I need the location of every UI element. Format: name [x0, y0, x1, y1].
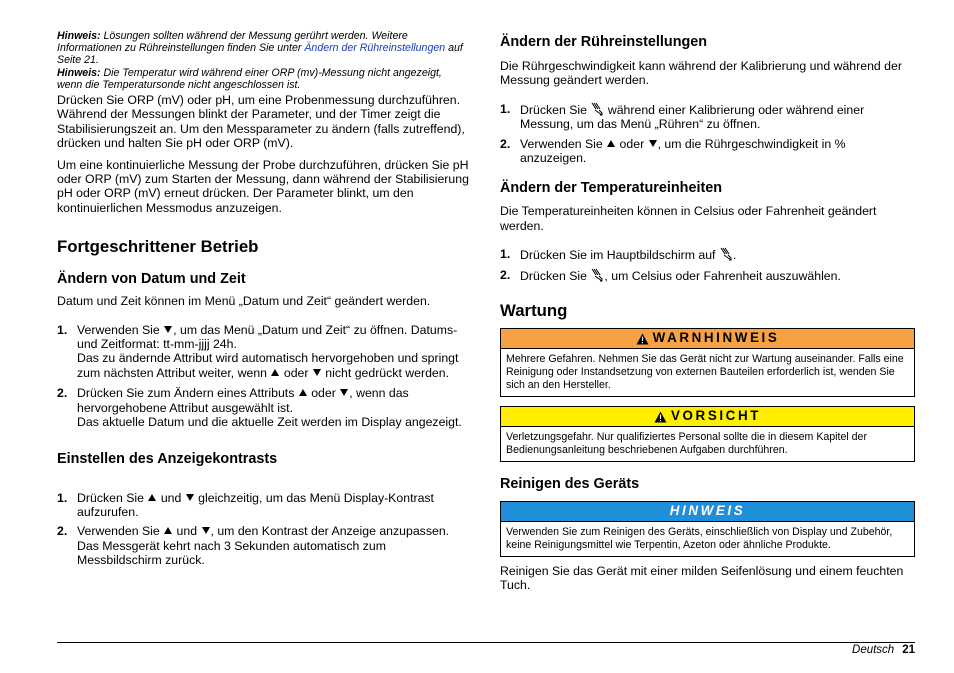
step-text: oder [616, 136, 648, 151]
stir-icon [719, 247, 733, 261]
warning-title: WARNHINWEIS [652, 330, 780, 346]
notice-header [501, 502, 914, 522]
paragraph-stir-intro: Die Rührgeschwindigkeit kann während der Kalibrierung und während der Messung geändert werden. [500, 59, 902, 88]
temp-steps [500, 247, 915, 283]
down-arrow-icon [164, 326, 172, 333]
warning-triangle-icon [636, 333, 649, 345]
paragraph-continuous: Um eine kontinuierliche Messung der Probe durchzuführen, drücken Sie pH oder ORP (mV) zum Starten der Messung, dann während der Stabilisierung pH oder ORP (mV) erneut drücken. Der Parameter blinkt, um den kontinuierlichen Messmodus anzuzeigen. [57, 157, 469, 215]
date-steps [57, 323, 469, 430]
step-text: nicht gedrückt werden. [321, 365, 450, 380]
step-text: und [157, 490, 185, 505]
note-text: auf Seite 21. [57, 42, 463, 67]
footer [852, 643, 915, 657]
down-arrow-icon [186, 494, 194, 501]
step-text: Drücken Sie zum Ändern eines Attributs [77, 386, 298, 401]
page-number: 21 [902, 644, 915, 656]
down-arrow-icon [340, 389, 348, 396]
step-number: 1. [57, 490, 68, 505]
step-text: Drücken Sie [520, 268, 591, 283]
paragraph-measurement: Drücken Sie ORP (mV) oder pH, um eine Probenmessung durchzuführen. Während der Messungen blinkt der Parameter, und der Timer zeigt die Stabilisierungszeit an. Um den Messparameter zu ändern (falls zutreffend), drücken und halten Sie pH oder ORP (mV). [57, 93, 465, 151]
step-text: Das zu ändernde Attribut wird automatisch hervorgehoben und springt zum nächsten Attribut weiter, wenn [77, 351, 459, 380]
step-text: Drücken Sie [520, 102, 591, 117]
caution-title: VORSICHT [671, 408, 761, 424]
step-number: 2. [57, 386, 68, 401]
list-item [57, 323, 469, 381]
stir-steps [500, 102, 915, 166]
left-column [57, 30, 469, 568]
step-text: Das aktuelle Datum und die aktuelle Zeit werden im Display angezeigt. [77, 415, 462, 430]
step-text: Drücken Sie [77, 490, 148, 505]
heading-date-time: Ändern von Datum und Zeit [57, 271, 246, 288]
step-text: , um die Rührgeschwindigkeit in % anzuzeigen. [520, 136, 846, 166]
paragraph-date-intro: Datum und Zeit können im Menü „Datum und Zeit“ geändert werden. [57, 294, 431, 309]
notice-title: HINWEIS [669, 503, 746, 519]
step-number: 2. [500, 267, 511, 282]
up-arrow-icon [607, 140, 615, 147]
note-label: Hinweis: [57, 66, 101, 79]
list-item [57, 524, 469, 567]
caution-text: Verletzungsgefahr. Nur qualifiziertes Personal sollte die in diesem Kapitel der Bedienungsanleitung beschriebenen Aufgaben durchführen. [506, 431, 867, 457]
warning-box [500, 328, 915, 397]
step-number: 1. [500, 247, 511, 262]
notice-text: Verwenden Sie zum Reinigen des Geräts, einschließlich von Display und Zubehör, keine Reinigungsmittel wie Terpentin, Azeton oder ähnliche Produkte. [506, 526, 893, 552]
step-number: 1. [57, 322, 68, 337]
up-arrow-icon [271, 369, 279, 376]
step-number: 2. [500, 136, 511, 151]
step-text: . [732, 248, 737, 263]
note-text: Lösungen sollten während der Messung gerührt werden. Weitere Informationen zu Rühreinstellungen finden Sie unter [57, 30, 408, 55]
list-item [500, 137, 915, 166]
paragraph-temp-intro: Die Temperatureinheiten können in Celsius oder Fahrenheit geändert werden. [500, 204, 877, 233]
warning-triangle-icon [654, 411, 667, 423]
list-item [500, 247, 915, 262]
list-item [57, 491, 469, 520]
notice-box [500, 501, 915, 557]
heading-advanced-operation: Fortgeschrittener Betrieb [57, 237, 259, 257]
step-text: , um das Menü „Datum und Zeit“ zu öffnen. Datums- und Zeitformat: tt-mm-jjjj 24h. [77, 322, 458, 352]
down-arrow-icon [649, 140, 657, 147]
list-item [500, 268, 915, 283]
step-text: , wenn das hervorgehobene Attribut ausgewählt ist. [77, 386, 409, 415]
heading-maintenance: Wartung [500, 301, 568, 321]
step-text: , um Celsius oder Fahrenheit auszuwählen. [604, 268, 841, 283]
step-text: , um den Kontrast der Anzeige anzupassen. [210, 524, 450, 539]
step-text: oder [307, 386, 340, 401]
contrast-steps [57, 491, 469, 568]
heading-stir-settings: Ändern der Rühreinstellungen [500, 34, 708, 50]
right-column [500, 33, 915, 593]
heading-temperature-units: Ändern der Temperatureinheiten [500, 180, 723, 197]
caution-box [500, 406, 915, 462]
step-text: Das Messgerät kehrt nach 3 Sekunden automatisch zum Messbildschirm zurück. [77, 538, 386, 568]
step-text: während einer Kalibrierung oder während einer Messung, um das Menü „Rühren“ zu öffnen. [520, 102, 865, 132]
heading-display-contrast: Einstellen des Anzeigekontrasts [57, 450, 278, 467]
step-text: Verwenden Sie [77, 322, 164, 337]
step-number: 1. [500, 101, 511, 116]
note-temperature [57, 67, 469, 91]
caution-header [501, 407, 914, 427]
footer-divider [57, 642, 915, 643]
step-text: Drücken Sie im Hauptbildschirm auf [520, 248, 719, 263]
warning-text: Mehrere Gefahren. Nehmen Sie das Gerät nicht zur Wartung auseinander. Falls eine Reinigung oder Instandsetzung von externen Bauteilen erforderlich ist, wenden Sie sich an den Hersteller. [506, 353, 904, 392]
step-text: Verwenden Sie [520, 136, 607, 151]
step-text: oder [280, 365, 312, 380]
down-arrow-icon [313, 369, 321, 376]
step-text: und [173, 524, 201, 539]
paragraph-cleaning: Reinigen Sie das Gerät mit einer milden Seifenlösung und einem feuchten Tuch. [500, 564, 904, 593]
stir-icon [590, 268, 604, 282]
up-arrow-icon [148, 494, 156, 501]
step-text: gleichzeitig, um das Menü Display-Kontrast aufzurufen. [77, 490, 434, 519]
footer-language: Deutsch [852, 644, 895, 656]
heading-cleaning: Reinigen des Geräts [500, 476, 640, 493]
warning-header [501, 329, 914, 349]
up-arrow-icon [164, 527, 172, 534]
note-label: Hinweis: [57, 30, 101, 42]
step-number: 2. [57, 524, 68, 539]
down-arrow-icon [202, 527, 210, 534]
step-text: Verwenden Sie [77, 524, 164, 539]
note-text: Die Temperatur wird während einer ORP (mv)-Messung nicht angezeigt, wenn die Temperatursonde nicht angeschlossen ist. [57, 66, 442, 91]
stir-icon [590, 102, 604, 116]
list-item [57, 386, 469, 429]
up-arrow-icon [299, 389, 307, 396]
list-item [500, 102, 915, 132]
link-stir-settings[interactable]: Ändern der Rühreinstellungen [304, 42, 446, 55]
note-stirring [57, 30, 469, 67]
